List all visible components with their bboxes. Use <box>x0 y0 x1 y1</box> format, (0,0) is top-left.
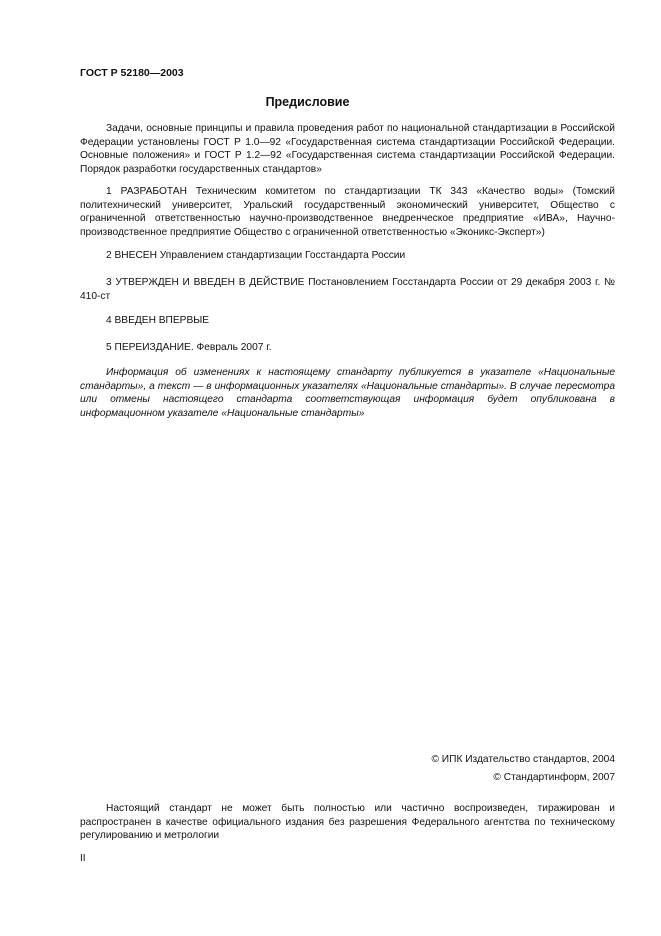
approved-paragraph: 3 УТВЕРЖДЕН И ВВЕДЕН В ДЕЙСТВИЕ Постановлением Госстандарта России от 29 декабря 2003 г. № 410-ст <box>80 277 615 302</box>
copyright-line-1: © ИПК Издательство стандартов, 2004 <box>431 754 615 765</box>
copyright-line-2: © Стандартинформ, 2007 <box>493 772 615 783</box>
document-code-header: ГОСТ Р 52180—2003 <box>80 67 184 79</box>
reproduction-notice: Настоящий стандарт не может быть полностью или частично воспроизведен, тиражирован и распространен в качестве официального издания без разрешения Федерального агентства по техническому регулированию и метрологии <box>80 803 615 842</box>
developed-by-paragraph: 1 РАЗРАБОТАН Техническим комитетом по стандартизации ТК 343 «Качество воды» (Томский политехнический университет, Уральский государственный экономический университет, Общество с ограниченной ответственностью научно-производственное внедренческое предприятие «ИВА», Научно-производственное предприятие Общество с ограниченной ответственностью «Эконикс-Эксперт») <box>80 186 615 238</box>
intro-paragraph: Задачи, основные принципы и правила проведения работ по национальной стандартизации в Российской Федерации установлены ГОСТ Р 1.0—92 «Государственная система стандартизации Российской Федерации. Основные положения» и ГОСТ Р 1.2—92 «Государственная система стандартизации Российской Федерации. Порядок разработки государственных стандартов» <box>80 123 615 175</box>
reissue-paragraph: 5 ПЕРЕИЗДАНИЕ. Февраль 2007 г. <box>106 342 272 353</box>
introduced-by-paragraph: 2 ВНЕСЕН Управлением стандартизации Госстандарта России <box>106 250 406 261</box>
first-introduced-paragraph: 4 ВВЕДЕН ВПЕРВЫЕ <box>106 315 210 326</box>
page-title: Предисловие <box>265 95 350 109</box>
changes-info-paragraph: Информация об изменениях к настоящему стандарту публикуется в указателе «Национальные стандарты», а текст — в информационных указателях «Национальные стандарты». В случае пересмотра или отмены настоящего стандарта соответствующая информация будет опубликована в информационном указателе «Национальные стандарты» <box>80 367 615 419</box>
page-number: II <box>80 853 86 864</box>
